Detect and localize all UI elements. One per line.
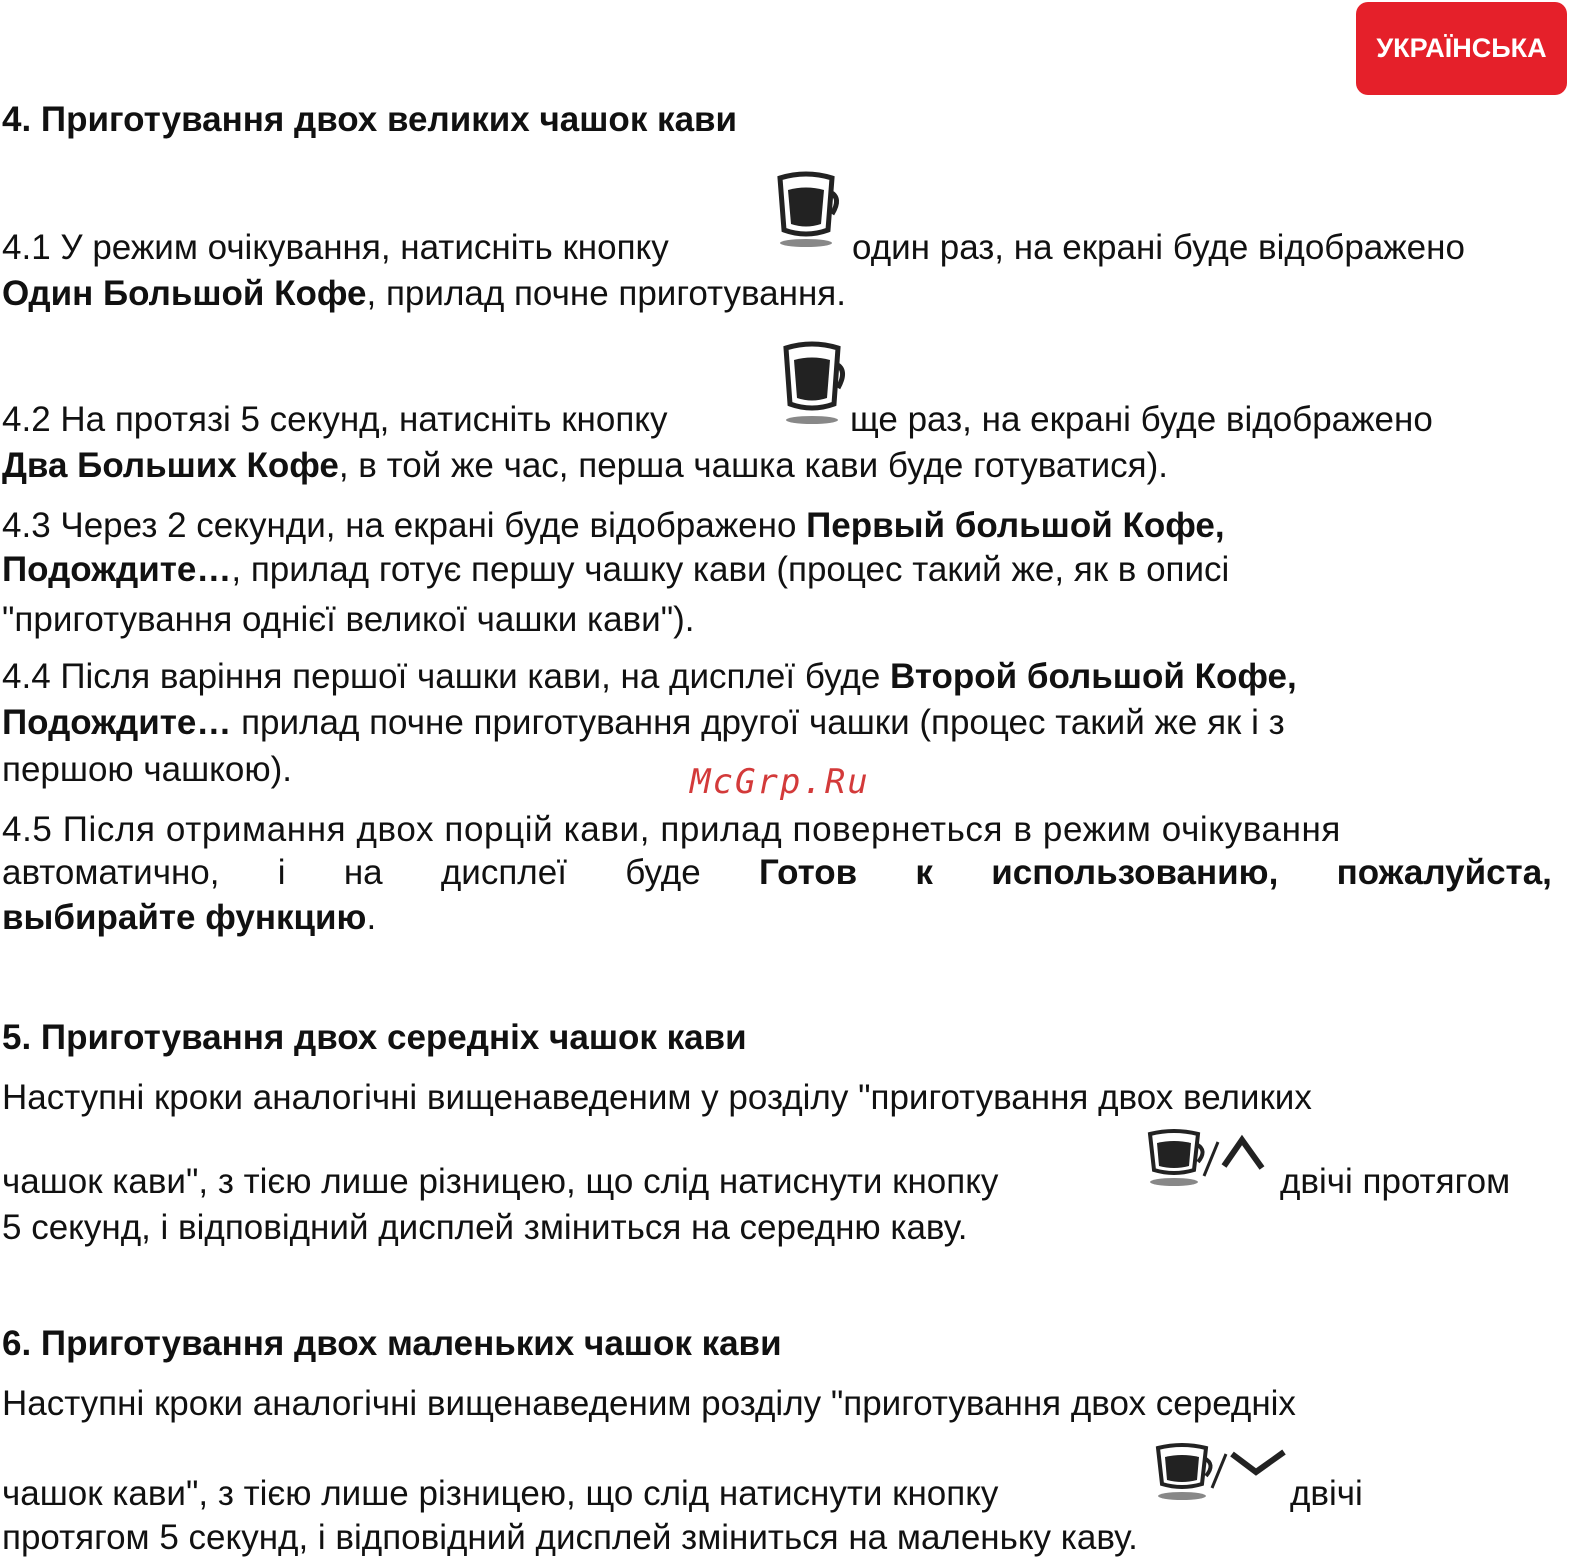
step-4-1-text-b: один раз, на екрані буде відображено: [852, 228, 1465, 267]
step-4-1-line-2: [2, 274, 846, 314]
watermark: McGrp.Ru: [690, 762, 870, 802]
b4: пожалуйста,: [1336, 853, 1552, 892]
step-4-3-line-1: [2, 506, 1225, 546]
display-text-wait-2: Подождите…: [2, 703, 232, 742]
w3: на: [343, 853, 383, 892]
step-4-5-line-3: [2, 898, 376, 938]
display-text-second-large: Второй большой Кофе,: [890, 657, 1297, 696]
step-4-5-text-c: .: [366, 898, 377, 937]
step-4-3-text-c: "приготування однієї великої чашки кави").: [2, 600, 695, 639]
display-text-select-function: выбирайте функцию: [2, 898, 367, 937]
step-4-4-text-c: першою чашкою).: [2, 750, 292, 789]
section-6-text-2a: чашок кави", з тією лише різницею, що слід натиснути кнопку: [2, 1474, 999, 1513]
step-4-2-text-c: , в той же час, перша чашка кави буде готуватися).: [338, 446, 1169, 485]
w1: автоматично,: [2, 853, 220, 892]
section-5-text-1: Наступні кроки аналогічні вищенаведеним у розділу "приготування двох великих: [2, 1078, 1312, 1117]
step-4-4-line-2: [2, 703, 1285, 743]
display-text-wait-1: Подождите…: [2, 550, 232, 589]
section-5-text-3: 5 секунд, і відповідний дисплей зміниться на середню каву.: [2, 1208, 968, 1247]
step-4-2-line-2: [2, 446, 1168, 486]
display-text-one-large: Один Большой Кофе: [2, 274, 367, 313]
small-cup-down-icon: [1152, 1440, 1290, 1506]
step-4-1-text-c: , прилад почне приготування.: [366, 274, 846, 313]
section-6-text-3: протягом 5 секунд, і відповідний дисплей зміниться на маленьку каву.: [2, 1518, 1138, 1557]
section-5-text-2a: чашок кави", з тією лише різницею, що слід натиснути кнопку: [2, 1162, 999, 1201]
b1: Готов: [758, 853, 858, 892]
step-4-4-text-b: прилад почне приготування другої чашки (процес такий же як і з: [231, 703, 1285, 742]
step-4-1-line-1: [2, 228, 669, 268]
step-4-1-text-a: 4.1 У режим очікування, натисніть кнопку: [2, 228, 669, 267]
w2: і: [277, 853, 286, 892]
step-4-3-line-2: [2, 550, 1229, 590]
medium-cup-up-icon: [1144, 1126, 1270, 1192]
step-4-2-text-a: 4.2 На протязі 5 секунд, натисніть кнопку: [2, 400, 668, 439]
step-4-3-text-b: , прилад готує першу чашку кави (процес такий же, як в описі: [231, 550, 1230, 589]
section-6-text-1: Наступні кроки аналогічні вищенаведеним розділу "приготування двох середніх: [2, 1384, 1296, 1423]
section-5-text-2b: двічі протягом: [1280, 1162, 1511, 1201]
display-text-two-large: Два Больших Кофе: [2, 446, 339, 485]
section-5-title: 5. Приготування двох середніх чашок кави: [2, 1018, 747, 1057]
section-4-title: 4. Приготування двох великих чашок кави: [2, 100, 738, 139]
section-6-title: 6. Приготування двох маленьких чашок кави: [2, 1324, 782, 1363]
w5: буде: [625, 853, 701, 892]
step-4-3-text-a: 4.3 Через 2 секунди, на екрані буде відображено: [2, 506, 807, 545]
step-4-2-text-b: ще раз, на екрані буде відображено: [850, 400, 1433, 439]
b3: использованию,: [991, 853, 1279, 892]
w4: дисплеї: [440, 853, 567, 892]
large-cup-icon-2: [778, 338, 850, 428]
language-badge: УКРАЇНСЬКА: [1356, 2, 1567, 95]
large-cup-icon: [772, 168, 844, 250]
section-6-text-2b: двічі: [1290, 1474, 1363, 1513]
step-4-4-text-a: 4.4 Після варіння першої чашки кави, на дисплеї буде: [2, 657, 891, 696]
display-text-first-large: Первый большой Кофе,: [806, 506, 1225, 545]
step-4-5-text-a: 4.5 Після отримання двох порцій кави, прилад повернеться в режим очікування: [2, 810, 1341, 849]
b2: к: [915, 853, 933, 892]
step-4-5-line-2: [2, 853, 1552, 893]
step-4-4-line-1: [2, 657, 1297, 697]
